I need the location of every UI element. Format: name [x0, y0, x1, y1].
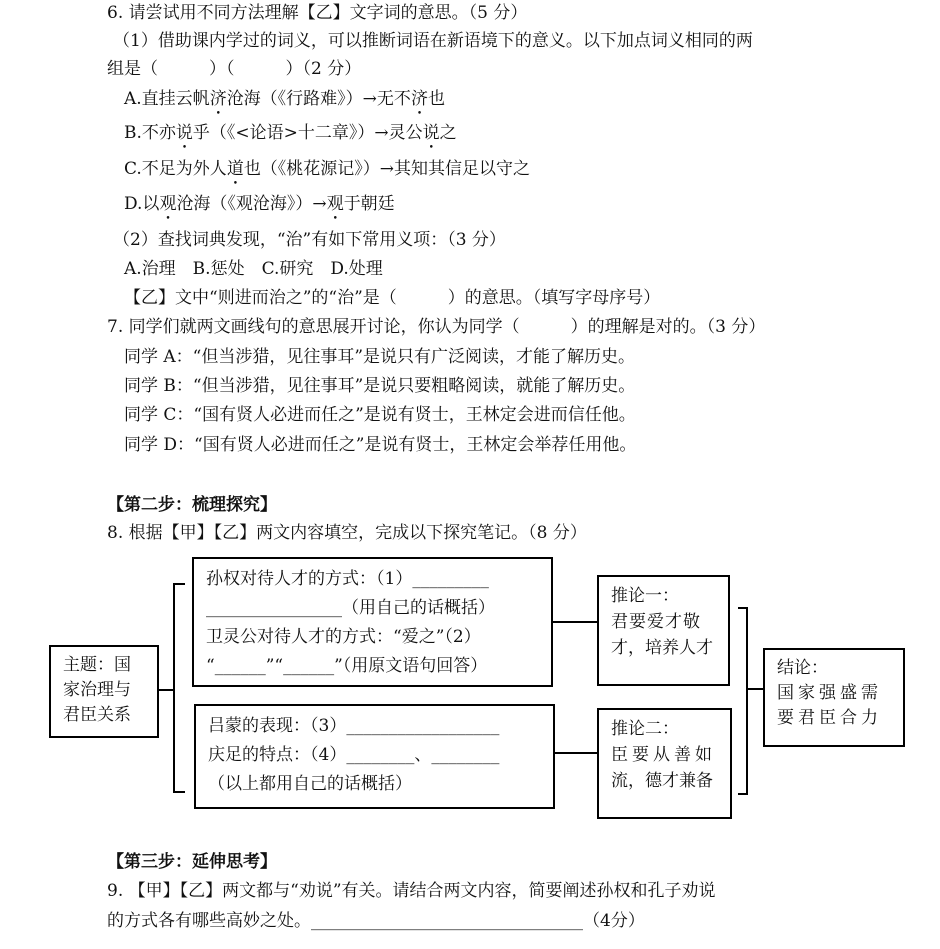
talent-treatment-box: [192, 557, 553, 687]
inference-one-line: 推论一：: [611, 586, 679, 606]
inference-two-line: 流，德才兼备: [611, 771, 713, 791]
conclusion-line: 国家强盛需: [777, 683, 882, 703]
inference-one-line: 才，培养人才: [611, 638, 713, 658]
q8-title: 8. 根据【甲】【乙】两文内容填空，完成以下探究笔记。（8 分）: [107, 523, 587, 543]
conclusion-box: [763, 648, 905, 747]
q6-option-b: B.不亦说乎（《<论语>十二章》）→灵公说之: [124, 123, 457, 143]
inference-one-line: 君要爱才敬: [611, 612, 701, 632]
q6-option-d: D.以观沧海（《观沧海》）→观于朝廷: [124, 194, 395, 214]
q7-student-c: 同学 C：“国有贤人必进而任之”是说有贤士，王林定会进而信任他。: [124, 405, 636, 425]
inference-two-line: 臣要从善如: [611, 745, 716, 765]
left-brace: [173, 583, 185, 793]
q9-line1: 9. 【甲】【乙】两文都与“劝说”有关。请结合两文内容，简要阐述孙权和孔子劝说: [107, 881, 716, 901]
inference-two-box: [597, 708, 732, 819]
conclusion-line: 要君臣合力: [777, 708, 882, 728]
box2-line: 吕蒙的表现：（3）__________________: [208, 716, 500, 736]
q9-answer-blank[interactable]: ________________________________: [311, 911, 583, 931]
box1-line: 卫灵公对待人才的方式：“爱之”（2）: [206, 627, 481, 647]
connector-line: [159, 689, 173, 691]
theme-box: [49, 645, 159, 738]
box1-line: ________________（用自己的话概括）: [206, 598, 495, 618]
box1-line: 孙权对待人才的方式：（1）_________: [206, 569, 489, 589]
theme-line: 君臣关系: [63, 705, 131, 725]
right-brace: [738, 607, 748, 795]
inference-one-box: [597, 575, 730, 686]
box2-line: （以上都用自己的话概括）: [208, 774, 412, 794]
step2-heading: 【第二步：梳理探究】: [107, 495, 277, 515]
q6-part2-question: 【乙】文中“则进而治之”的“治”是（ ）的意思。（填写字母序号）: [124, 288, 661, 308]
q6-title: 6. 请尝试用不同方法理解【乙】文字词的意思。（5 分）: [107, 3, 528, 23]
q7-title: 7. 同学们就两文画线句的意思展开讨论，你认为同学（ ）的理解是对的。（3 分）: [107, 317, 766, 337]
conclusion-line: 结论：: [777, 658, 828, 678]
connector-line: [555, 752, 598, 754]
connector-line: [553, 621, 598, 623]
q6-part2: （2）查找词典发现，“治”有如下常用义项：（3 分）: [113, 230, 506, 250]
q6-option-a: A.直挂云帆济沧海（《行路难》）→无不济也: [124, 89, 445, 109]
q7-student-b: 同学 B：“但当涉猎，见往事耳”是说只要粗略阅读，就能了解历史。: [124, 376, 636, 396]
q7-student-a: 同学 A：“但当涉猎，见往事耳”是说只有广泛阅读，才能了解历史。: [124, 347, 636, 367]
minister-traits-box: [194, 704, 555, 809]
q6-part1-line2: 组是（ ）（ ）（2 分）: [107, 59, 362, 79]
q9-line2: 的方式各有哪些高妙之处。________________________________（4分）: [107, 911, 645, 931]
q6-part2-options: A.治理 B.惩处 C.研究 D.处理: [124, 259, 383, 279]
theme-line: 主题：国: [63, 655, 131, 675]
inference-two-line: 推论二：: [611, 719, 679, 739]
step3-heading: 【第三步：延伸思考】: [107, 852, 277, 872]
q7-student-d: 同学 D：“国有贤人必进而任之”是说有贤士，王林定会举荐任用他。: [124, 435, 637, 455]
q6-option-c: C.不足为外人道也（《桃花源记》）→其知其信足以守之: [124, 159, 531, 179]
box2-line: 庆足的特点：（4）________、________: [208, 745, 500, 765]
box1-line: “______”“______”（用原文语句回答）: [206, 656, 488, 676]
theme-line: 家治理与: [63, 680, 131, 700]
q6-part1-line1: （1）借助课内学过的词义，可以推断词语在新语境下的意义。以下加点词义相同的两: [113, 31, 753, 51]
connector-line: [748, 688, 764, 690]
